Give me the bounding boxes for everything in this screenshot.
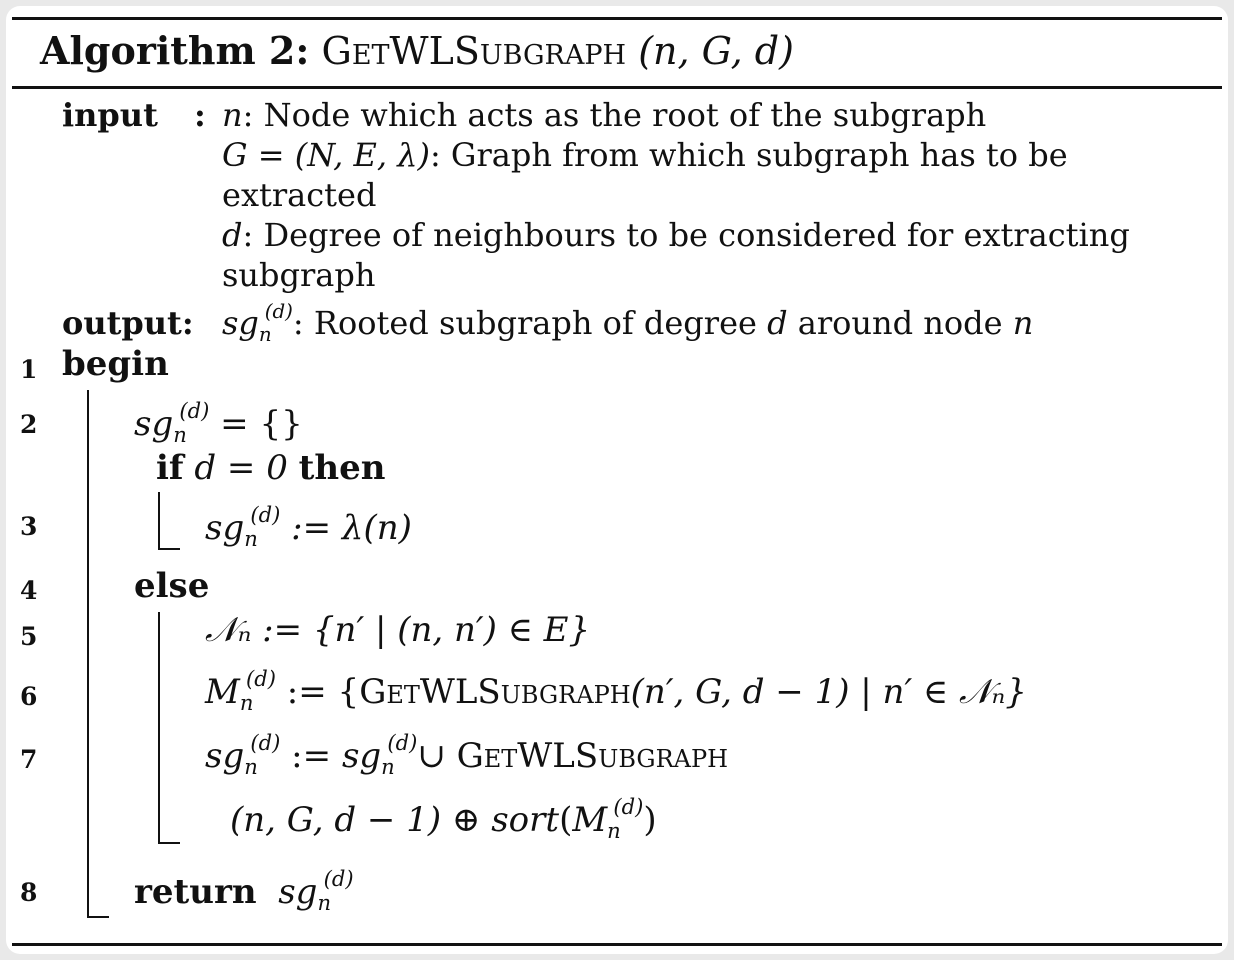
line-5-statement: 𝒩ₙ := {n′ | (n, n′) ∈ E}: [205, 610, 591, 650]
input-item-degree-cont: subgraph: [222, 256, 376, 294]
begin-block-foot: [87, 916, 109, 918]
line-3-statement: $sg_n^{(d)}$ := λ(n): [205, 502, 412, 552]
title-rule: [12, 86, 1222, 89]
line-number-4: 4: [20, 576, 38, 605]
if-statement: if d = 0 then: [156, 448, 386, 488]
else-block-foot: [158, 842, 180, 844]
keyword-begin: begin: [62, 344, 169, 384]
input-item-degree: d: Degree of neighbours to be considered for extracting: [222, 216, 1130, 254]
algorithm-params: (n, G, d): [638, 29, 794, 73]
input-label: input: [62, 96, 158, 134]
if-block-bar: [158, 492, 160, 550]
line-number-2: 2: [20, 410, 38, 439]
output-desc: $sg_n^{(d)}$: Rooted subgraph of degree d around node n: [222, 300, 1034, 346]
line-2-statement: $sg_n^{(d)}$ = {}: [134, 398, 303, 448]
line-number-3: 3: [20, 512, 38, 541]
input-item-n: n: Node which acts as the root of the subgraph: [222, 96, 987, 134]
line-7-statement: $sg_n^{(d)}$ := $sg_n^{(d)}\cup$ GetWLSubgraph: [205, 730, 729, 780]
algorithm-title: [40, 28, 794, 73]
line-number-1: 1: [20, 355, 38, 384]
top-rule: [12, 17, 1222, 20]
line-number-8: 8: [20, 878, 38, 907]
output-label: output:: [62, 304, 194, 342]
line-number-6: 6: [20, 682, 38, 711]
input-colon: :: [194, 96, 206, 134]
algorithm-number: Algorithm 2:: [40, 28, 310, 73]
line-8-statement: return $sg_n^{(d)}$: [134, 866, 354, 916]
keyword-else: else: [134, 566, 210, 606]
input-item-graph: G = (N, E, λ): Graph from which subgraph has to be: [222, 136, 1068, 174]
if-block-foot: [158, 548, 180, 550]
line-number-7: 7: [20, 745, 38, 774]
line-6-statement: $M_n^{(d)}$ := {GetWLSubgraph(n′, G, d − 1) | n′ ∈ 𝒩ₙ}: [205, 666, 1027, 716]
else-block-bar: [158, 612, 160, 844]
algorithm-name: GetWLSubgraph: [321, 29, 627, 73]
line-number-5: 5: [20, 622, 38, 651]
bottom-rule: [12, 943, 1222, 946]
input-item-graph-cont: extracted: [222, 176, 377, 214]
line-7-continuation: (n, G, d − 1) ⊕ $sort(M_n^{(d)})$: [230, 794, 657, 844]
begin-block-bar: [87, 390, 89, 918]
